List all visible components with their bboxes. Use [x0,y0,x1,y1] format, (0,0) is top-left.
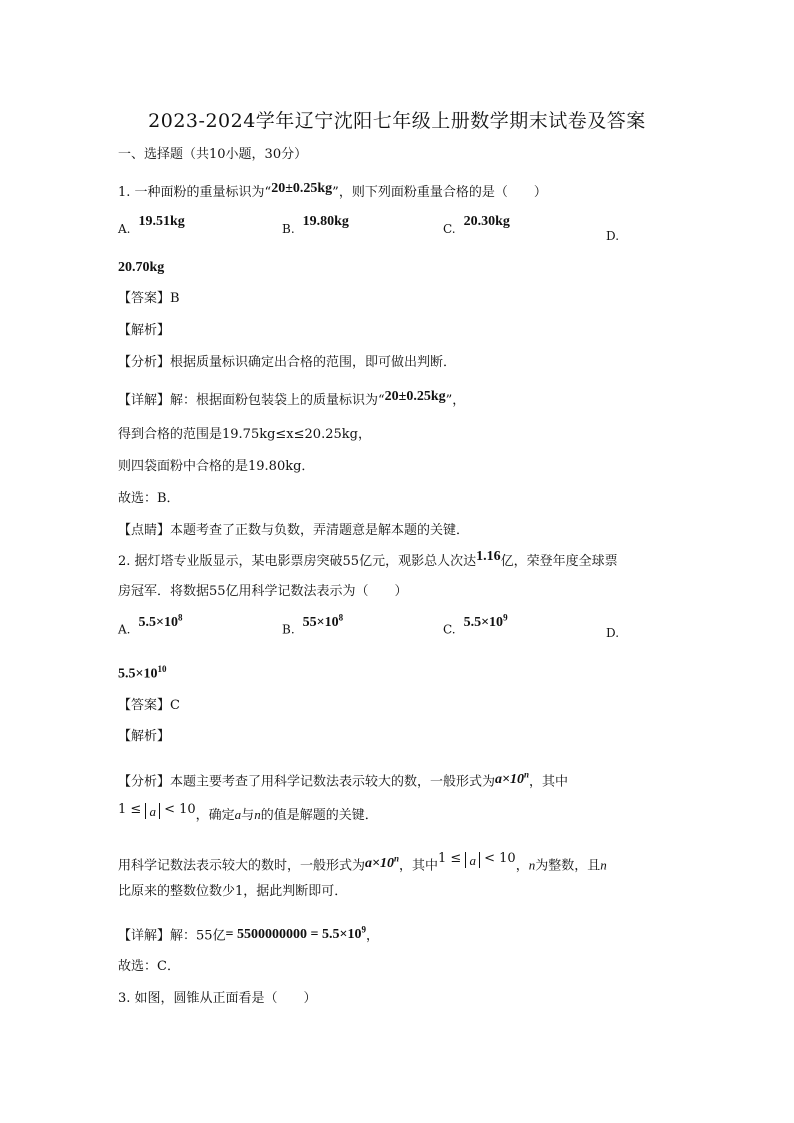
q2-choice: 故选：C． [118,959,180,974]
q2-option-a: A. $5.5\times 10^8$ [118,612,183,637]
section-heading: 一、选择题（共10小题，30分） [118,147,308,162]
q2-option-c: C. $5.5\times 10^9$ [443,612,508,637]
document-title: 2023-2024学年辽宁沈阳七年级上册数学期末试卷及答案 [148,110,646,132]
q3-stem: 3. 如图，圆锥从正面看是（ ） [118,991,317,1006]
q2-rule-line1: 用科学记数法表示较大的数时，一般形式为$a\times 10^n$，其中1 ≤ a < 10，n为整数，且n [118,850,607,874]
q2-rule-line2: 比原来的整数位数少1，据此判断即可． [118,884,348,899]
q2-option-b: B. $55\times 10^8$ [282,612,344,637]
q2-stem-line2: 房冠军．将数据55亿用科学记数法表示为（ ） [118,584,408,599]
q1-range: 得到合格的范围是19.75kg≤x≤20.25kg， [118,427,371,442]
q1-stem: 1. 一种面粉的重量标识为“20±0.25kg”，则下列面粉重量合格的是（ ） [118,181,547,200]
q2-option-d: D. [606,626,620,640]
q1-conclusion: 则四袋面粉中合格的是19.80kg． [118,459,315,474]
q1-comment: 【点睛】本题考查了正数与负数，弄清题意是解本题的关键． [118,523,470,538]
q1-analysis-heading: 【解析】 [118,323,171,338]
q2-option-d-value: $5.5\times 10^{10}$ [118,664,167,682]
q1-answer: 【答案】B [118,291,180,306]
q1-detail: 【详解】解：根据面粉包装袋上的质量标识为“20±0.25kg”， [118,389,466,408]
q2-answer: 【答案】C [118,698,180,713]
q1-option-d: D. [606,229,620,243]
q1-analysis: 【分析】根据质量标识确定出合格的范围，即可做出判断． [118,355,457,370]
q2-analysis: 【分析】本题主要考查了用科学记数法表示较大的数，一般形式为$a\times 10^n$，其中 [118,769,569,790]
q1-option-c: C. 20.30kg [443,214,510,236]
q2-analysis-heading: 【解析】 [118,729,171,744]
q2-stem-line1: 2. 据灯塔专业版显示，某电影票房突破55亿元，观影总人次达1.16亿，荣登年度全球票 [118,549,618,569]
q1-option-a: A. 19.51kg [118,214,185,236]
q2-detail: 【详解】解：55亿= $5500000000 = 5.5\times 10^9$， [118,924,379,944]
q1-option-d-value: 20.70kg [118,260,165,275]
q2-range: 1 ≤ a < 10，确定a与n的值是解题的关键． [118,802,378,823]
q1-option-b: B. 19.80kg [282,214,349,236]
q1-choice: 故选：B． [118,491,180,506]
